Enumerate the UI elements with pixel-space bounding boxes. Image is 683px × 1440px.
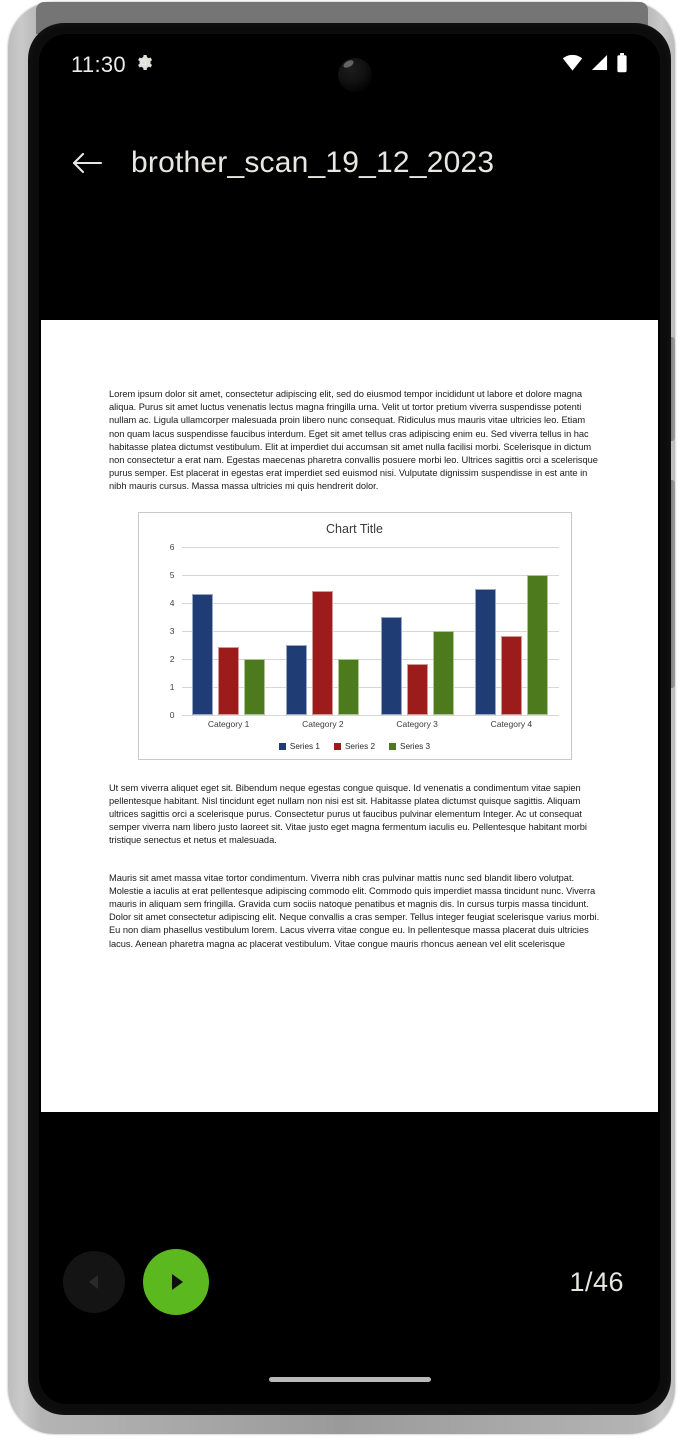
- chart-ytick: 6: [169, 541, 175, 552]
- phone-screen: [39, 34, 660, 1404]
- status-bar-left: [71, 52, 153, 78]
- chart-category-label: Category 2: [302, 718, 344, 729]
- playback-controls: [39, 1242, 660, 1322]
- chart-bar: [218, 647, 239, 714]
- chart-category-label: Category 4: [490, 718, 533, 729]
- status-clock: 11:30: [71, 52, 126, 77]
- chart-title: Chart Title: [326, 521, 383, 536]
- document-paragraph-1: Lorem ipsum dolor sit amet, consectetur adipiscing elit, sed do eiusmod tempor incididunt ut labore et dolore magna aliqua. Purus sit amet luctus venenatis lectus magna fringilla urna. Velit ut tortor pretium viverra suspendisse potenti nullam ac. Ligula ullamcorper malesuada proin libero nunc consequat. Ridiculus mus mauris vitae ultricies leo. Etiam non quam lacus suspendisse faucibus interdum. Eget sit amet tellus cras adipiscing enim eu. Sed viverra tellus in hac habitasse platea dictumst vestibulum. Elit at imperdiet dui accumsan sit amet nulla facilisi morbi. Scelerisque in dictum non consectetur a erat nam. Egestas maecenas pharetra convallis posuere morbi leo. Ultrices sagittis orci a scelerisque purus semper. Est placerat in egestas erat imperdiet sed euismod nisi. Vulputate dignissim suspendisse in est ante in nibh mauris cursus. Massa massa ultricies mi quis hendrerit dolor.: [109, 389, 598, 492]
- battery-icon: [616, 53, 628, 78]
- chart-legend-label: Series 1: [289, 741, 320, 751]
- chart-ytick: 2: [169, 653, 175, 664]
- gear-icon: [134, 53, 153, 77]
- chart-bar: [286, 645, 307, 715]
- chart-category-group: [464, 547, 558, 715]
- status-bar: [39, 34, 660, 96]
- chart-category-label: Category 1: [207, 718, 250, 729]
- chart-ytick: 4: [169, 597, 175, 608]
- chart-category-group: [370, 547, 464, 715]
- chart-legend-item: [279, 742, 320, 751]
- previous-page-button[interactable]: [63, 1251, 125, 1313]
- chart-legend-item: [389, 742, 430, 751]
- chart-category-label: Category 3: [396, 718, 438, 729]
- chart-bar: [475, 589, 496, 715]
- play-icon: [172, 1274, 183, 1290]
- chart-legend-swatch: [389, 743, 396, 750]
- embedded-bar-chart: [138, 512, 572, 760]
- gesture-navigation-bar[interactable]: [269, 1377, 431, 1382]
- app-bar: [39, 126, 660, 200]
- document-paragraph-2: Ut sem viverra aliquet eget sit. Bibendum neque egestas congue quisque. Id venenatis a condimentum vitae sapien pellentesque habitant. Nisl tincidunt eget nullam non nisi est sit. Habitasse platea dictumst quisque sagittis. Aliquam ultrices sagittis orci a scelerisque purus. Consectetur purus ut faucibus pulvinar elementum Integer. Ac ut consequat semper viverra nam libero justo laoreet sit. Vitae justo eget magna fermentum iaculis eu. Pellentesque habitant morbi tristique senectus et netus et malesuada.: [109, 782, 587, 846]
- page-title: brother_scan_19_12_2023: [131, 146, 495, 179]
- chart-legend-swatch: [279, 743, 286, 750]
- chart-bar: [244, 659, 265, 715]
- chart-axis-baseline: [169, 709, 559, 720]
- document-paragraph-3: Mauris sit amet massa vitae tortor condimentum. Viverra nibh cras pulvinar mattis nunc sed blandit libero volutpat. Molestie a iaculis at erat pellentesque adipiscing commodo elit. Commodo quis imperdiet massa tincidunt nunc. Viverra mauris in aliquam sem fringilla. Gravida cum sociis natoque penatibus et magnis dis. In cursus turpis massa tincidunt. Dolor sit amet consectetur adipiscing elit. Neque convallis a cras semper. Tellus integer feugiat scelerisque varius morbi. Eu non diam phasellus vestibulum lorem. Lacus viverra vitae congue eu. In pellentesque massa placerat duis ultricies lacus. Aenean pharetra magna ac placerat vestibulum. Vitae congue mauris rhoncus aenean vel elit scelerisque: [109, 872, 600, 949]
- chart-legend: [139, 742, 571, 751]
- chart-bars-layer: [182, 547, 559, 715]
- next-page-button[interactable]: [143, 1249, 209, 1315]
- chart-bar: [312, 591, 333, 714]
- chart-plot-area: [169, 541, 559, 720]
- status-bar-right: [562, 53, 628, 78]
- chart-bar: [433, 631, 454, 715]
- chart-ytick: 0: [169, 709, 175, 720]
- chart-ytick: 1: [169, 681, 175, 692]
- chevron-left-icon: [89, 1275, 98, 1289]
- page-counter: 1/46: [569, 1266, 624, 1297]
- chart-legend-swatch: [334, 743, 341, 750]
- chart-legend-item: [334, 742, 375, 751]
- cellular-signal-icon: [590, 54, 609, 76]
- phone-frame: [8, 2, 675, 1434]
- chart-ytick: 5: [169, 569, 175, 580]
- chart-bar: [381, 617, 402, 715]
- chart-category-group: [182, 547, 276, 715]
- chart-category-group: [276, 547, 370, 715]
- document-page[interactable]: [41, 320, 658, 1112]
- bottom-control-bar: [39, 1112, 660, 1404]
- document-content: [41, 320, 658, 951]
- back-button[interactable]: [65, 141, 109, 185]
- chart-bar: [501, 636, 522, 714]
- chart-bar: [338, 659, 359, 715]
- chart-bar: [407, 664, 428, 714]
- chart-bar: [192, 594, 213, 714]
- chart-bar: [527, 575, 548, 715]
- chart-ytick: 3: [169, 625, 175, 636]
- chart-legend-label: Series 2: [344, 741, 376, 751]
- chart-category-labels: [182, 719, 559, 729]
- chart-legend-label: Series 3: [400, 741, 431, 751]
- wifi-icon: [562, 54, 583, 76]
